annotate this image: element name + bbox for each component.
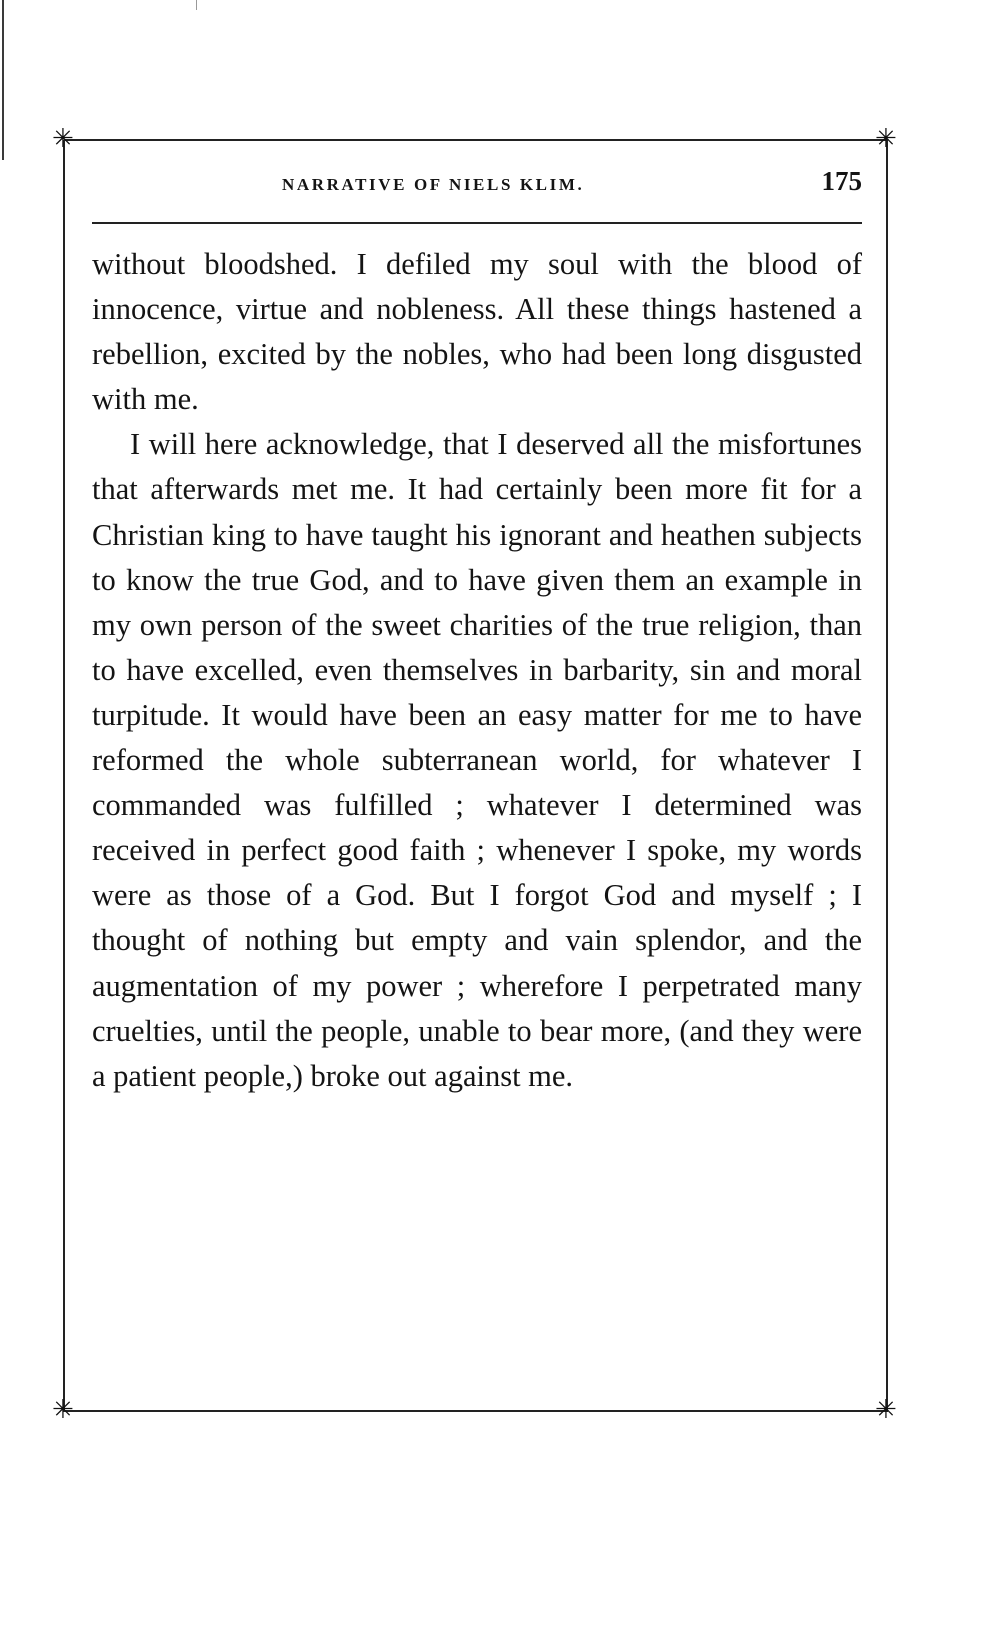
frame-top	[64, 139, 888, 141]
header-rule	[92, 222, 862, 224]
corner-ornament-top-right: ✳	[875, 124, 897, 154]
frame-left	[63, 140, 65, 1412]
page-header	[92, 166, 862, 200]
paragraph-1: without bloodshed. I defiled my soul with the blood of innocence, virtue and nobleness. All these things hastened a rebellion, excited by the nobles, who had been long disgusted with me.	[92, 247, 862, 417]
paragraph-2: I will here acknowledge, that I deserved all the misfortunes that afterwards met me. It had certainly been more fit for a Christian king to have taught his ignorant and heathen subjects to know the true God, and to have given them an example in my own person of the sweet charities of the true religion, than to have excelled, even themselves in barbarity, sin and moral turpitude. It would have been an easy matter for me to have reformed the whole subterranean world, for whatever I commanded was fulfilled ; whatever I determined was received in perfect good faith ; whenever I spoke, my words were as those of a God. But I forgot God and myself ; I thought of nothing but empty and vain splendor, and the augmentation of my power ; wherefore I perpetrated many cruelties, until the people, unable to bear more, (and they were a patient people,) broke out against me.	[92, 427, 862, 1093]
corner-ornament-bottom-right: ✳	[875, 1395, 897, 1425]
body-text	[92, 242, 862, 1099]
corner-ornament-bottom-left: ✳	[52, 1395, 74, 1425]
corner-ornament-top-left: ✳	[52, 124, 74, 154]
frame-bottom	[64, 1410, 888, 1412]
running-head: NARRATIVE OF NIELS KLIM.	[282, 175, 585, 194]
frame-right	[886, 140, 888, 1412]
page-number: 175	[821, 166, 862, 196]
margin-tick	[196, 0, 197, 10]
gutter-line	[2, 0, 4, 160]
